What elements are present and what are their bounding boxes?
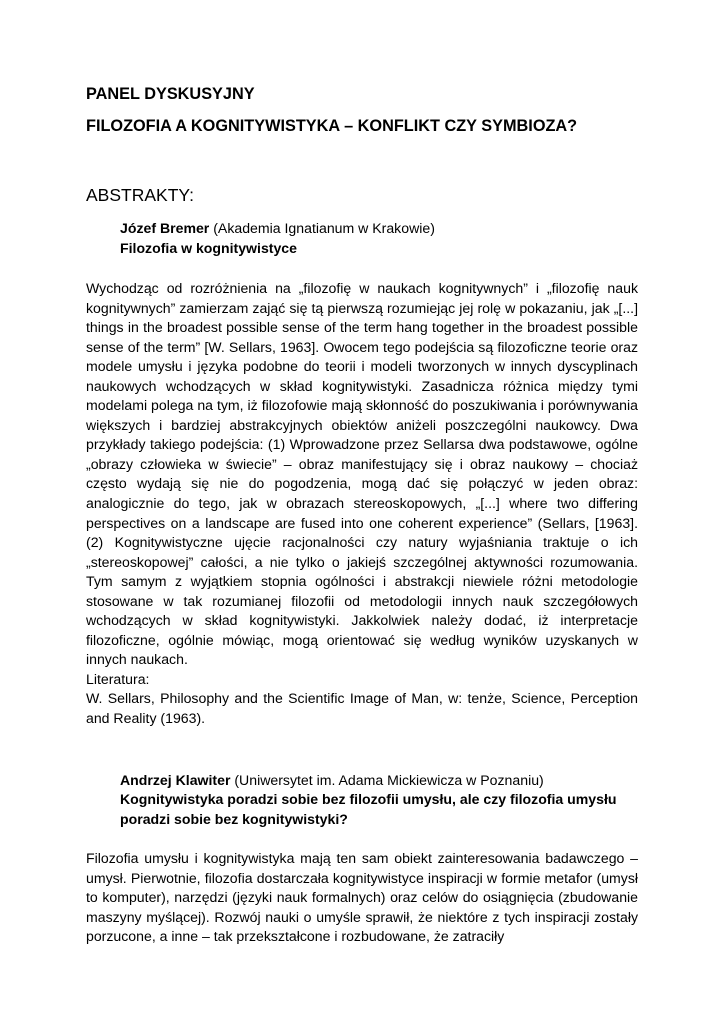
abstract-1-title: Filozofia w kognitywistyce [120,239,297,256]
abstract-2-title: Kognitywistyka poradzi sobie bez filozofii umysłu, ale czy filozofia umysłu poradzi sobie bez kognitywistyki? [120,791,617,827]
abstract-1-literature-item: W. Sellars, Philosophy and the Scientific Image of Man, w: tenże, Science, Perception and Reality (1963). [86,690,638,727]
panel-heading: PANEL DYSKUSYJNY [86,85,255,103]
abstract-1-header [120,219,638,258]
abstract-1-literature-label: Literatura: [86,670,150,687]
document-page [86,84,638,947]
abstract-1-affiliation: (Akademia Ignatianum w Krakowie) [209,220,435,236]
abstract-1-author-line [120,219,638,239]
abstract-2-author-line [120,771,638,791]
abstract-2-affiliation: (Uniwersytet im. Adama Mickiewicza w Poznaniu) [230,771,544,788]
abstract-1-body: Wychodząc od rozróżnienia na „filozofię w naukach kognitywnych” i „filozofię nauk kognitywnych” zamierzam zająć się tą pierwszą rozumiejąc jej rolę w pokazaniu, jak „[...] things in the broadest possible sense of the term hang together in the broadest possible sense of the term” [W. Sellars, 1963]. Owocem tego podejścia są filozoficzne teorie oraz modele umysłu i języka podobne do teorii i modeli tworzonych w innych dyscyplinach naukowych wchodzących w skład kognitywistyki. Zasadnicza różnica między tymi modelami polega na tym, iż filozofowie mają skłonność do poszukiwania i porównywania większych i bardziej abstrakcyjnych obiektów aniżeli poszczególni naukowcy. Dwa przykłady takiego podejścia: (1) Wprowadzone przez Sellarsa dwa podstawowe, ogólne „obrazy człowieka w świecie” – obraz manifestujący się i obraz naukowy – chociaż często wydają się nie do pogodzenia, mogą dać się połączyć w jeden obraz: analogicznie do tego, jak w obrazach stereoskopowych, „[...] where two differing perspectives on a landscape are fused into one coherent experience” (Sellars, [1963]. (2) Kognitywistyczne ujęcie racjonalności czy natury wyjaśniania traktuje o ich „stereoskopowej” całości, a nie tylko o jakiejś szczególnej aktywności rozumowania. Tym samym z wyjątkiem stopnia ogólności i abstrakcji niewiele różni metodologie stosowane w tak rozumianej filozofii od metodologii innych nauk szczegółowych wchodzących w skład kognitywistyki. Jakkolwiek należy dodać, iż interpretacje filozoficzne, ogólnie mówiąc, mogą orientować się według wyników uzyskanych w innych naukach. [86,280,638,668]
abstracts-heading: ABSTRAKTY: [86,185,194,205]
abstract-2-body: Filozofia umysłu i kognitywistyka mają ten sam obiekt zainteresowania badawczego – umysł. Pierwotnie, filozofia dostarczała kognitywistyce inspiracji w formie metafor (umysł to komputer), narzędzi (języki nauk formalnych) oraz celów do osiągnięcia (zbudowanie maszyny myślącej). Rozwój nauki o umyśle sprawił, że niektóre z tych inspiracji zostały porzucone, a inne – tak przekształcone i rozbudowane, że zatraciły [86,850,638,945]
abstract-1-author: Józef Bremer [120,220,210,236]
panel-title: FILOZOFIA A KOGNITYWISTYKA – KONFLIKT CZY SYMBIOZA? [86,117,578,135]
abstract-2-header [120,771,638,830]
abstract-2-author: Andrzej Klawiter [120,771,231,788]
